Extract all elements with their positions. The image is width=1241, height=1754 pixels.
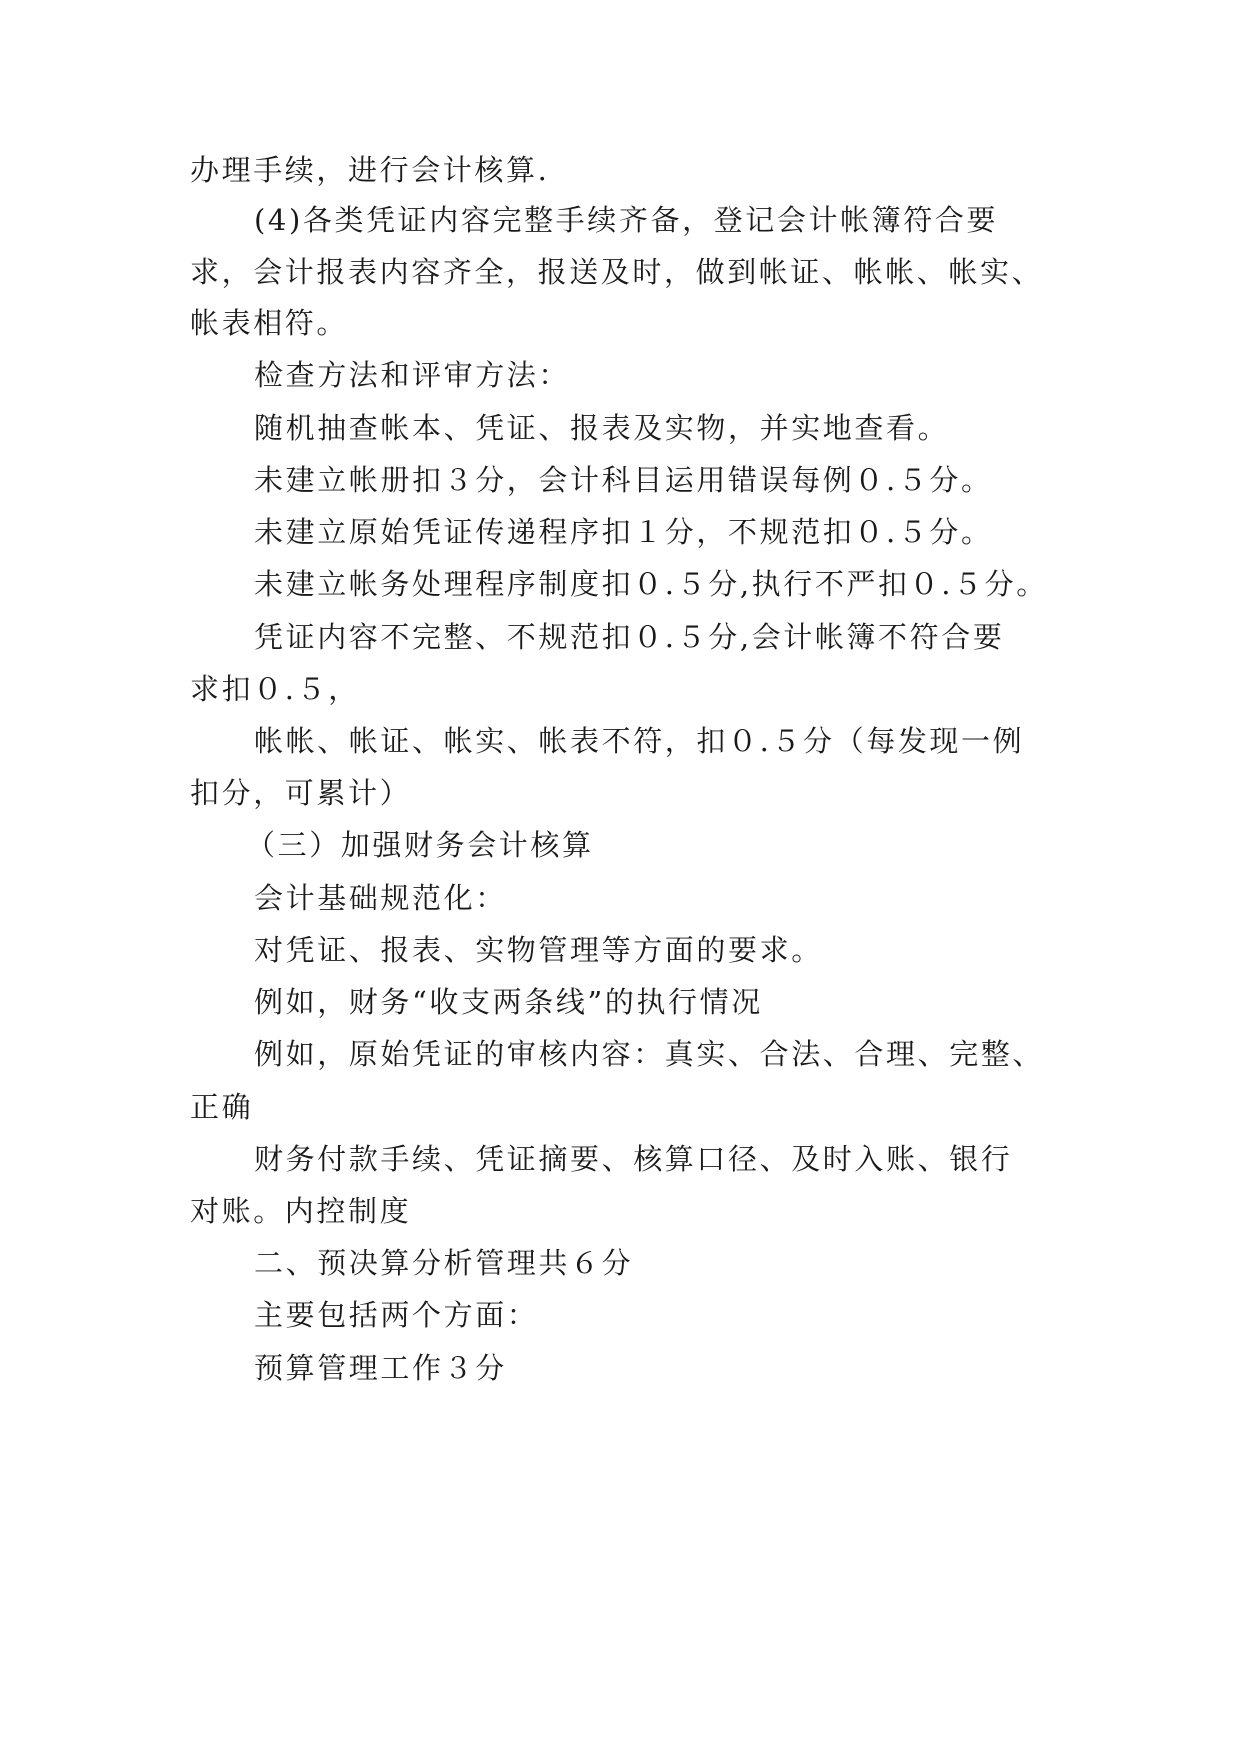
text-line: 凭证内容不完整、不规范扣０.５分,会计帐簿不符合要 xyxy=(254,620,1005,654)
text-line: 未建立原始凭证传递程序扣１分，不规范扣０.５分。 xyxy=(254,515,993,549)
text-line: 求扣０.５， xyxy=(190,672,360,706)
text-line: 随机抽查帐本、凭证、报表及实物，并实地查看。 xyxy=(254,411,950,445)
text-line: 帐表相符。 xyxy=(190,306,349,340)
text-line: 会计基础规范化： xyxy=(254,881,507,915)
section-heading: （三）加强财务会计核算 xyxy=(246,828,594,862)
text-line: 未建立帐册扣３分，会计科目运用错误每例０.５分。 xyxy=(254,463,993,497)
text-line: 主要包括两个方面： xyxy=(254,1298,539,1332)
text-line: (4)各类凭证内容完整手续齐备，登记会计帐簿符合要 xyxy=(254,203,999,237)
text-line: 对凭证、报表、实物管理等方面的要求。 xyxy=(254,933,823,967)
text-line: 检查方法和评审方法： xyxy=(254,358,571,392)
text-line: 对账。内控制度 xyxy=(190,1194,412,1228)
text-line: 求，会计报表内容齐全，报送及时，做到帐证、帐帐、帐实、 xyxy=(190,255,1044,289)
text-line: 正确 xyxy=(190,1090,254,1124)
text-line: 例如，原始凭证的审核内容：真实、合法、合理、完整、 xyxy=(254,1037,1045,1071)
text-line: 例如，财务“收支两条线”的执行情况 xyxy=(254,985,763,1019)
text-line: 扣分，可累计） xyxy=(190,776,412,810)
text-line: 帐帐、帐证、帐实、帐表不符，扣０.５分（每发现一例 xyxy=(254,724,1025,758)
text-line: 未建立帐务处理程序制度扣０.５分,执行不严扣０.５分。 xyxy=(254,567,1048,601)
text-line: 预算管理工作３分 xyxy=(254,1351,507,1385)
text-line: 财务付款手续、凭证摘要、核算口径、及时入账、银行 xyxy=(254,1142,1013,1176)
text-line: 办理手续，进行会计核算. xyxy=(190,153,550,187)
section-heading: 二、预决算分析管理共６分 xyxy=(254,1246,634,1280)
